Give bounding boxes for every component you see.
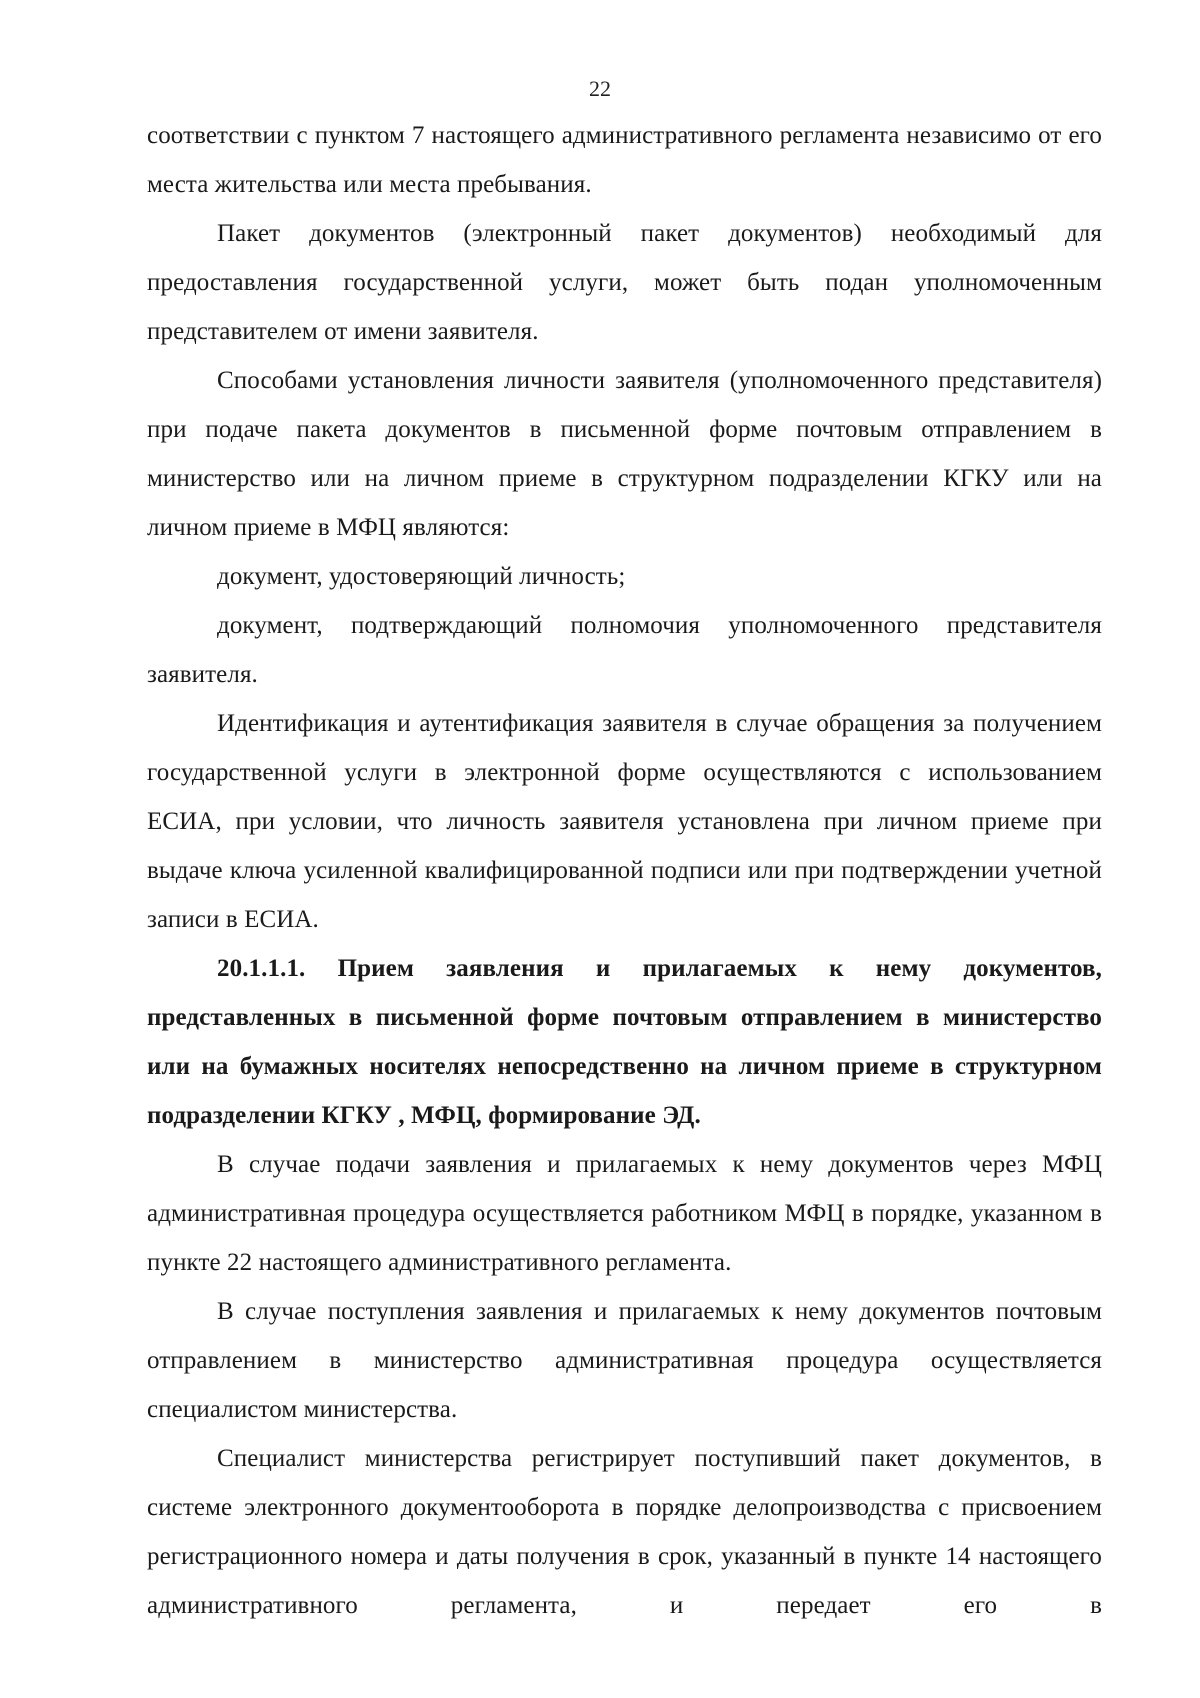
paragraph-document-package: Пакет документов (электронный пакет документов) необходимый для предоставления государственной услуги, может быть подан уполномоченным представителем от имени заявителя. (147, 220, 1102, 345)
document-body (147, 111, 1102, 1630)
paragraph-postal-submission: В случае поступления заявления и прилагаемых к нему документов почтовым отправлением в министерство административная процедура осуществляется специалистом министерства. (147, 1298, 1102, 1423)
section-heading-20-1-1-1: 20.1.1.1. Прием заявления и прилагаемых к нему документов, представленных в письменной форме почтовым отправлением в министерство или на бумажных носителях непосредственно на личном приеме в структурном подразделении КГКУ , МФЦ, формирование ЭД. (147, 955, 1102, 1129)
paragraph-mfc-submission: В случае подачи заявления и прилагаемых к нему документов через МФЦ административная процедура осуществляется работником МФЦ в порядке, указанном в пункте 22 настоящего административного регламента. (147, 1151, 1102, 1276)
list-item-identity-document: документ, удостоверяющий личность; (217, 563, 626, 590)
paragraph-identity-methods: Способами установления личности заявителя (уполномоченного представителя) при подаче пакета документов в письменной форме почтовым отправлением в министерство или на личном приеме в структурном подразделении КГКУ или на личном приеме в МФЦ являются: (147, 367, 1102, 541)
paragraph-esia-identification: Идентификация и аутентификация заявителя в случае обращения за получением государственной услуги в электронной форме осуществляются с использованием ЕСИА, при условии, что личность заявителя установлена при личном приеме при выдаче ключа усиленной квалифицированной подписи или при подтверждении учетной записи в ЕСИА. (147, 710, 1102, 933)
list-item-authority-document: документ, подтверждающий полномочия уполномоченного представителя заявителя. (147, 612, 1102, 688)
paragraph-registration: Специалист министерства регистрирует поступивший пакет документов, в системе электронного документооборота в порядке делопроизводства с присвоением регистрационного номера и даты получения в срок, указанный в пункте 14 настоящего административного регламента, и передает его в (147, 1445, 1102, 1619)
page-number: 22 (589, 76, 611, 101)
paragraph-continuation: соответствии с пунктом 7 настоящего административного регламента независимо от его места жительства или места пребывания. (147, 122, 1102, 198)
